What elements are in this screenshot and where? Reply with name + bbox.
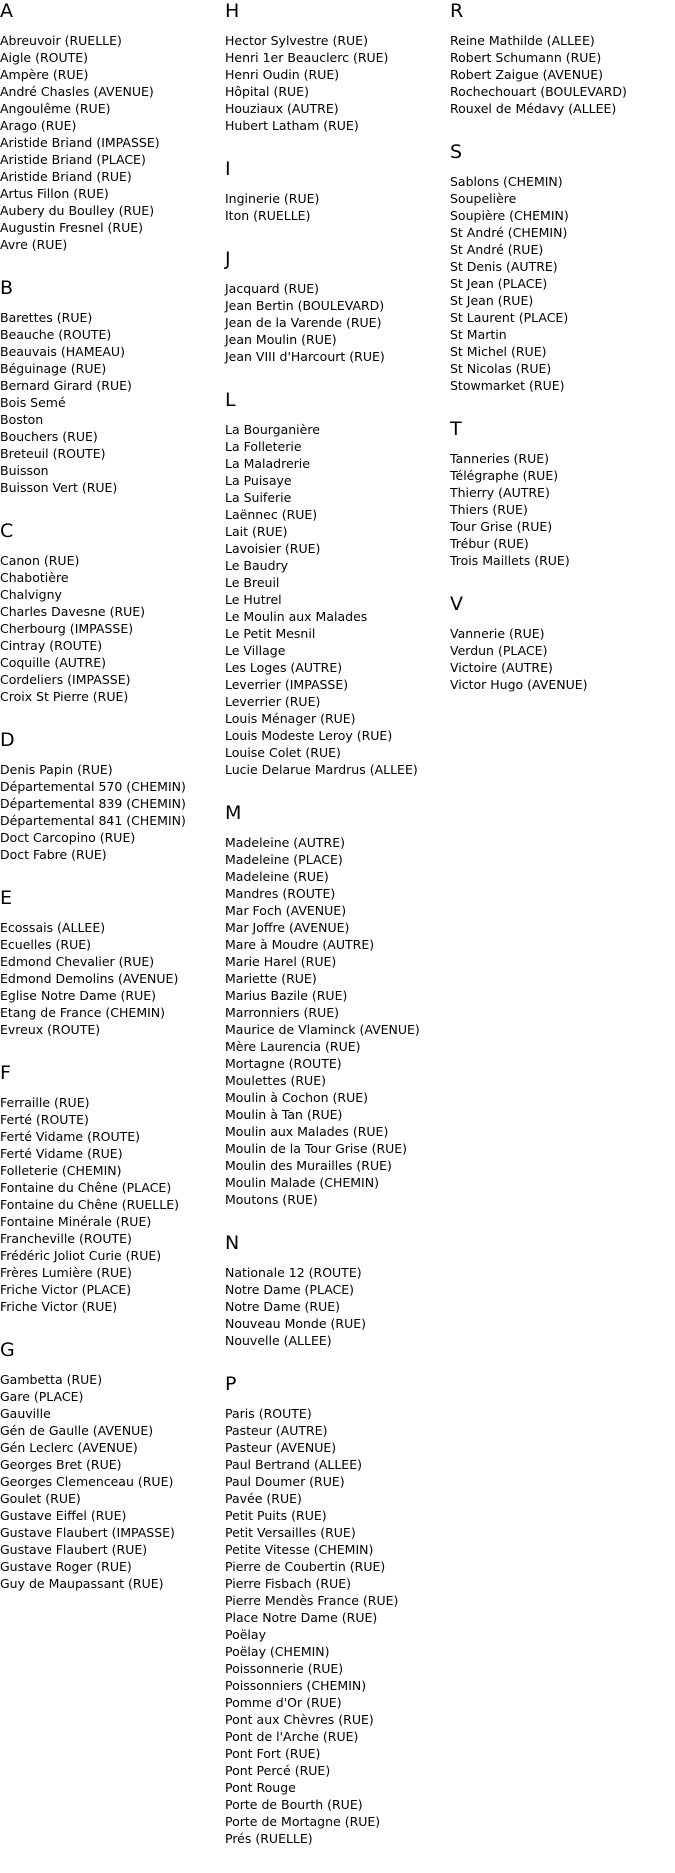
section-letter-heading: F [0,1062,11,1084]
section-spacer [225,224,443,248]
street-name: La Bourganière [225,422,320,437]
street-name: Poëlay [225,1627,266,1642]
street-name: Artus Fillon (RUE) [0,186,109,201]
street-name: Thierry (AUTRE) [450,485,550,500]
street-name: Notre Dame (PLACE) [225,1282,355,1297]
street-name: Le Baudry [225,558,289,573]
street-name: Hôpital (RUE) [225,84,309,99]
street-name: Le Moulin aux Malades [225,609,368,624]
section-spacer [450,569,672,593]
street-name: Départemental 570 (CHEMIN) [0,779,186,794]
street-name: Pont Fort (RUE) [225,1746,321,1761]
street-name: Canon (RUE) [0,553,80,568]
street-name: Louis Ménager (RUE) [225,711,356,726]
street-name: Pont Percé (RUE) [225,1763,331,1778]
street-name: St André (CHEMIN) [450,225,568,240]
street-name: Paris (ROUTE) [225,1406,312,1421]
street-list [450,173,672,394]
street-name: Ecossais (ALLEE) [0,920,106,935]
letter-section-j [225,248,443,365]
street-name: Mariette (RUE) [225,971,317,986]
street-list [0,552,218,705]
street-name: Jean VIII d'Harcourt (RUE) [225,349,385,364]
street-list [225,190,443,224]
street-name: Mar Foch (AVENUE) [225,903,347,918]
street-name: Madeleine (PLACE) [225,852,343,867]
street-name: Gén de Gaulle (AVENUE) [0,1423,154,1438]
street-name: Coquille (AUTRE) [0,655,106,670]
section-letter-heading: M [225,802,242,824]
street-list [450,32,672,117]
street-list [0,1371,218,1592]
street-list [225,421,443,778]
street-list [225,834,443,1208]
street-name: Hector Sylvestre (RUE) [225,33,368,48]
street-name: Leverrier (IMPASSE) [225,677,349,692]
street-name: Ferté Vidame (ROUTE) [0,1129,141,1144]
street-name: Soupelière [450,191,517,206]
street-name: Moulettes (RUE) [225,1073,326,1088]
street-name: Abreuvoir (RUELLE) [0,33,122,48]
section-spacer [0,253,218,277]
street-column-2 [225,0,443,1847]
street-column-1 [0,0,218,1592]
street-name: Maurice de Vlaminck (AVENUE) [225,1022,420,1037]
street-name: Edmond Chevalier (RUE) [0,954,155,969]
street-name: Leverrier (RUE) [225,694,321,709]
street-name: Trébur (RUE) [450,536,529,551]
street-name: St Jean (RUE) [450,293,534,308]
street-name: Jean Bertin (BOULEVARD) [225,298,385,313]
street-name: Laënnec (RUE) [225,507,318,522]
street-name: Pomme d'Or (RUE) [225,1695,342,1710]
street-list [0,919,218,1038]
street-name: Henri 1er Beauclerc (RUE) [225,50,389,65]
street-name: Le Hutrel [225,592,282,607]
street-name: Jacquard (RUE) [225,281,320,296]
street-name: Fontaine Minérale (RUE) [0,1214,152,1229]
section-spacer [0,1038,218,1062]
section-letter-heading: N [225,1232,240,1254]
street-name: Francheville (ROUTE) [0,1231,132,1246]
street-list [450,450,672,569]
street-name: Tanneries (RUE) [450,451,550,466]
street-name: Notre Dame (RUE) [225,1299,341,1314]
street-name: Sablons (CHEMIN) [450,174,563,189]
street-name: Béguinage (RUE) [0,361,107,376]
section-letter-heading: I [225,158,231,180]
street-name: Jean Moulin (RUE) [225,332,337,347]
street-list [0,761,218,863]
street-name: Ampère (RUE) [0,67,89,82]
street-name: Pont Rouge [225,1780,296,1795]
section-letter-heading: A [0,0,13,22]
street-name: Bernard Girard (RUE) [0,378,132,393]
street-name: Evreux (ROUTE) [0,1022,101,1037]
street-name: Iton (RUELLE) [225,208,311,223]
street-name: Houziaux (AUTRE) [225,101,339,116]
street-name: Prés (RUELLE) [225,1831,313,1846]
street-name: Aristide Briand (IMPASSE) [0,135,160,150]
section-letter-heading: G [0,1339,15,1361]
section-spacer [450,394,672,418]
section-spacer [225,134,443,158]
street-name: Fontaine du Chêne (RUELLE) [0,1197,180,1212]
street-name: Georges Clemenceau (RUE) [0,1474,174,1489]
street-name: Georges Bret (RUE) [0,1457,122,1472]
street-name: Paul Bertrand (ALLEE) [225,1457,362,1472]
section-letter-heading: L [225,389,236,411]
street-name: Thiers (RUE) [450,502,528,517]
street-name: Angoulême (RUE) [0,101,111,116]
street-name: Madeleine (RUE) [225,869,329,884]
street-name: Moulin à Cochon (RUE) [225,1090,369,1105]
street-name: Moulin Malade (CHEMIN) [225,1175,379,1190]
street-name: La Maladrerie [225,456,310,471]
section-letter-heading: J [225,248,231,270]
street-name: Madeleine (AUTRE) [225,835,345,850]
section-spacer [0,496,218,520]
street-list [0,1094,218,1315]
street-name: Frères Lumière (RUE) [0,1265,132,1280]
letter-section-e [0,887,218,1038]
street-name: Le Village [225,643,286,658]
street-name: Louise Colet (RUE) [225,745,341,760]
street-column-3 [450,0,672,693]
street-list [225,1405,443,1847]
street-list [450,625,672,693]
street-name: Tour Grise (RUE) [450,519,553,534]
section-spacer [0,863,218,887]
street-name: Fontaine du Chêne (PLACE) [0,1180,172,1195]
street-name: Beauvais (HAMEAU) [0,344,125,359]
street-name: Rochechouart (BOULEVARD) [450,84,627,99]
street-name: Pavée (RUE) [225,1491,302,1506]
street-name: Gauville [0,1406,51,1421]
street-name: Le Breuil [225,575,280,590]
street-name: Doct Carcopino (RUE) [0,830,136,845]
street-name: Pont aux Chèvres (RUE) [225,1712,374,1727]
street-name: Denis Papin (RUE) [0,762,113,777]
letter-section-n [225,1232,443,1349]
street-name: La Puisaye [225,473,292,488]
street-name: Poissonniers (CHEMIN) [225,1678,367,1693]
street-name: Cintray (ROUTE) [0,638,103,653]
letter-section-b [0,277,218,496]
street-name: Gustave Flaubert (RUE) [0,1542,148,1557]
street-name: Marie Harel (RUE) [225,954,337,969]
street-name: Louis Modeste Leroy (RUE) [225,728,393,743]
street-name: Guy de Maupassant (RUE) [0,1576,164,1591]
street-name: Porte de Bourth (RUE) [225,1797,363,1812]
street-name: Eglise Notre Dame (RUE) [0,988,156,1003]
letter-section-d [0,729,218,863]
letter-section-c [0,520,218,705]
street-name: Moulin de la Tour Grise (RUE) [225,1141,408,1156]
street-name: Aubery du Boulley (RUE) [0,203,155,218]
street-name: Nouvelle (ALLEE) [225,1333,332,1348]
street-list [225,280,443,365]
street-name: Barettes (RUE) [0,310,93,325]
street-name: Victor Hugo (AVENUE) [450,677,588,692]
street-list [225,32,443,134]
street-name: Pont de l'Arche (RUE) [225,1729,359,1744]
street-name: Henri Oudin (RUE) [225,67,340,82]
street-name: Inginerie (RUE) [225,191,320,206]
section-spacer [0,1315,218,1339]
street-name: Mare à Moudre (AUTRE) [225,937,375,952]
street-name: St Denis (AUTRE) [450,259,558,274]
section-spacer [225,778,443,802]
street-name: Lavoisier (RUE) [225,541,321,556]
street-name: Gustave Eiffel (RUE) [0,1508,127,1523]
street-name: Porte de Mortagne (RUE) [225,1814,381,1829]
street-name: Verdun (PLACE) [450,643,548,658]
street-name: Moulin des Murailles (RUE) [225,1158,392,1173]
section-letter-heading: P [225,1373,237,1395]
street-name: Chalvigny [0,587,62,602]
street-name: Départemental 841 (CHEMIN) [0,813,186,828]
street-name: Edmond Demolins (AVENUE) [0,971,179,986]
street-name: Petit Versailles (RUE) [225,1525,356,1540]
section-letter-heading: T [450,418,462,440]
street-name: Marronniers (RUE) [225,1005,339,1020]
street-name: Charles Davesne (RUE) [0,604,146,619]
street-name: Gén Leclerc (AVENUE) [0,1440,138,1455]
street-name: Ferraille (RUE) [0,1095,90,1110]
street-name: Gustave Flaubert (IMPASSE) [0,1525,175,1540]
street-name: Soupière (CHEMIN) [450,208,569,223]
street-name: Pasteur (AVENUE) [225,1440,337,1455]
letter-section-l [225,389,443,778]
street-name: Pierre Mendès France (RUE) [225,1593,399,1608]
street-name: Arago (RUE) [0,118,77,133]
street-name: Bouchers (RUE) [0,429,98,444]
street-name: Stowmarket (RUE) [450,378,565,393]
letter-section-v [450,593,672,693]
street-name: St André (RUE) [450,242,544,257]
street-name: Poëlay (CHEMIN) [225,1644,330,1659]
street-name: Ferté Vidame (RUE) [0,1146,123,1161]
street-name: Friche Victor (PLACE) [0,1282,132,1297]
letter-section-f [0,1062,218,1315]
section-letter-heading: H [225,0,240,22]
street-name: Hubert Latham (RUE) [225,118,359,133]
street-name: St Martin [450,327,507,342]
street-name: Ecuelles (RUE) [0,937,91,952]
street-name: Nouveau Monde (RUE) [225,1316,367,1331]
street-name: Mar Joffre (AVENUE) [225,920,350,935]
street-name: Buisson [0,463,49,478]
section-spacer [450,117,672,141]
street-name: Beauche (ROUTE) [0,327,112,342]
street-name: Reine Mathilde (ALLEE) [450,33,595,48]
section-letter-heading: V [450,593,463,615]
street-name: Aristide Briand (PLACE) [0,152,146,167]
street-name: Croix St Pierre (RUE) [0,689,129,704]
letter-section-t [450,418,672,569]
street-name: Pierre de Coubertin (RUE) [225,1559,386,1574]
section-spacer [225,1349,443,1373]
street-name: Robert Zaigue (AVENUE) [450,67,603,82]
street-name: Avre (RUE) [0,237,68,252]
street-name: St Laurent (PLACE) [450,310,569,325]
street-name: Départemental 839 (CHEMIN) [0,796,186,811]
street-name: Vannerie (RUE) [450,626,545,641]
street-name: Mère Laurencia (RUE) [225,1039,361,1054]
street-name: Lait (RUE) [225,524,288,539]
street-name: Chabotière [0,570,69,585]
street-name: Télégraphe (RUE) [450,468,559,483]
section-letter-heading: S [450,141,463,163]
street-name: Doct Fabre (RUE) [0,847,107,862]
section-spacer [225,365,443,389]
section-letter-heading: D [0,729,15,751]
street-name: St Jean (PLACE) [450,276,548,291]
street-name: Cherbourg (IMPASSE) [0,621,134,636]
section-letter-heading: R [450,0,464,22]
street-name: Cordeliers (IMPASSE) [0,672,131,687]
street-name: Place Notre Dame (RUE) [225,1610,378,1625]
street-name: Jean de la Varende (RUE) [225,315,382,330]
section-spacer [0,705,218,729]
street-name: St Nicolas (RUE) [450,361,552,376]
street-name: André Chasles (AVENUE) [0,84,154,99]
street-list [225,1264,443,1349]
street-name: Aristide Briand (RUE) [0,169,132,184]
street-name: Gustave Roger (RUE) [0,1559,132,1574]
letter-section-h [225,0,443,134]
street-name: Goulet (RUE) [0,1491,81,1506]
street-name: Poissonnerie (RUE) [225,1661,344,1676]
street-name: Ferté (ROUTE) [0,1112,89,1127]
section-letter-heading: E [0,887,13,909]
street-name: Gare (PLACE) [0,1389,84,1404]
street-name: St Michel (RUE) [450,344,547,359]
street-name: Robert Schumann (RUE) [450,50,602,65]
street-name: Moutons (RUE) [225,1192,318,1207]
street-name: Mandres (ROUTE) [225,886,336,901]
street-name: Friche Victor (RUE) [0,1299,118,1314]
street-name: Le Petit Mesnil [225,626,316,641]
letter-section-s [450,141,672,394]
street-list [0,32,218,253]
letter-section-m [225,802,443,1208]
street-name: La Folleterie [225,439,302,454]
street-name: Augustin Fresnel (RUE) [0,220,144,235]
street-name: Les Loges (AUTRE) [225,660,343,675]
letter-section-r [450,0,672,117]
street-name: Gambetta (RUE) [0,1372,103,1387]
street-name: Buisson Vert (RUE) [0,480,118,495]
street-name: Nationale 12 (ROUTE) [225,1265,362,1280]
street-name: Marius Bazile (RUE) [225,988,348,1003]
street-name: Victoire (AUTRE) [450,660,553,675]
letter-section-a [0,0,218,253]
section-spacer [225,1208,443,1232]
street-name: Frédéric Joliot Curie (RUE) [0,1248,162,1263]
street-name: Trois Maillets (RUE) [450,553,570,568]
section-letter-heading: C [0,520,14,542]
section-letter-heading: B [0,277,14,299]
street-name: Mortagne (ROUTE) [225,1056,342,1071]
street-name: Pasteur (AUTRE) [225,1423,328,1438]
letter-section-p [225,1373,443,1847]
street-name: Moulin aux Malades (RUE) [225,1124,389,1139]
street-name: Aigle (ROUTE) [0,50,89,65]
street-name: La Suiferie [225,490,292,505]
street-list [0,309,218,496]
street-name: Pierre Fisbach (RUE) [225,1576,351,1591]
street-name: Boston [0,412,44,427]
street-name: Moulin à Tan (RUE) [225,1107,343,1122]
street-name: Etang de France (CHEMIN) [0,1005,166,1020]
street-name: Paul Doumer (RUE) [225,1474,345,1489]
street-name: Lucie Delarue Mardrus (ALLEE) [225,762,418,777]
street-name: Petit Puits (RUE) [225,1508,327,1523]
street-name: Folleterie (CHEMIN) [0,1163,122,1178]
letter-section-i [225,158,443,224]
street-name: Breteuil (ROUTE) [0,446,106,461]
street-name: Rouxel de Médavy (ALLEE) [450,101,617,116]
street-name: Petite Vitesse (CHEMIN) [225,1542,374,1557]
letter-section-g [0,1339,218,1592]
street-name: Bois Semé [0,395,66,410]
